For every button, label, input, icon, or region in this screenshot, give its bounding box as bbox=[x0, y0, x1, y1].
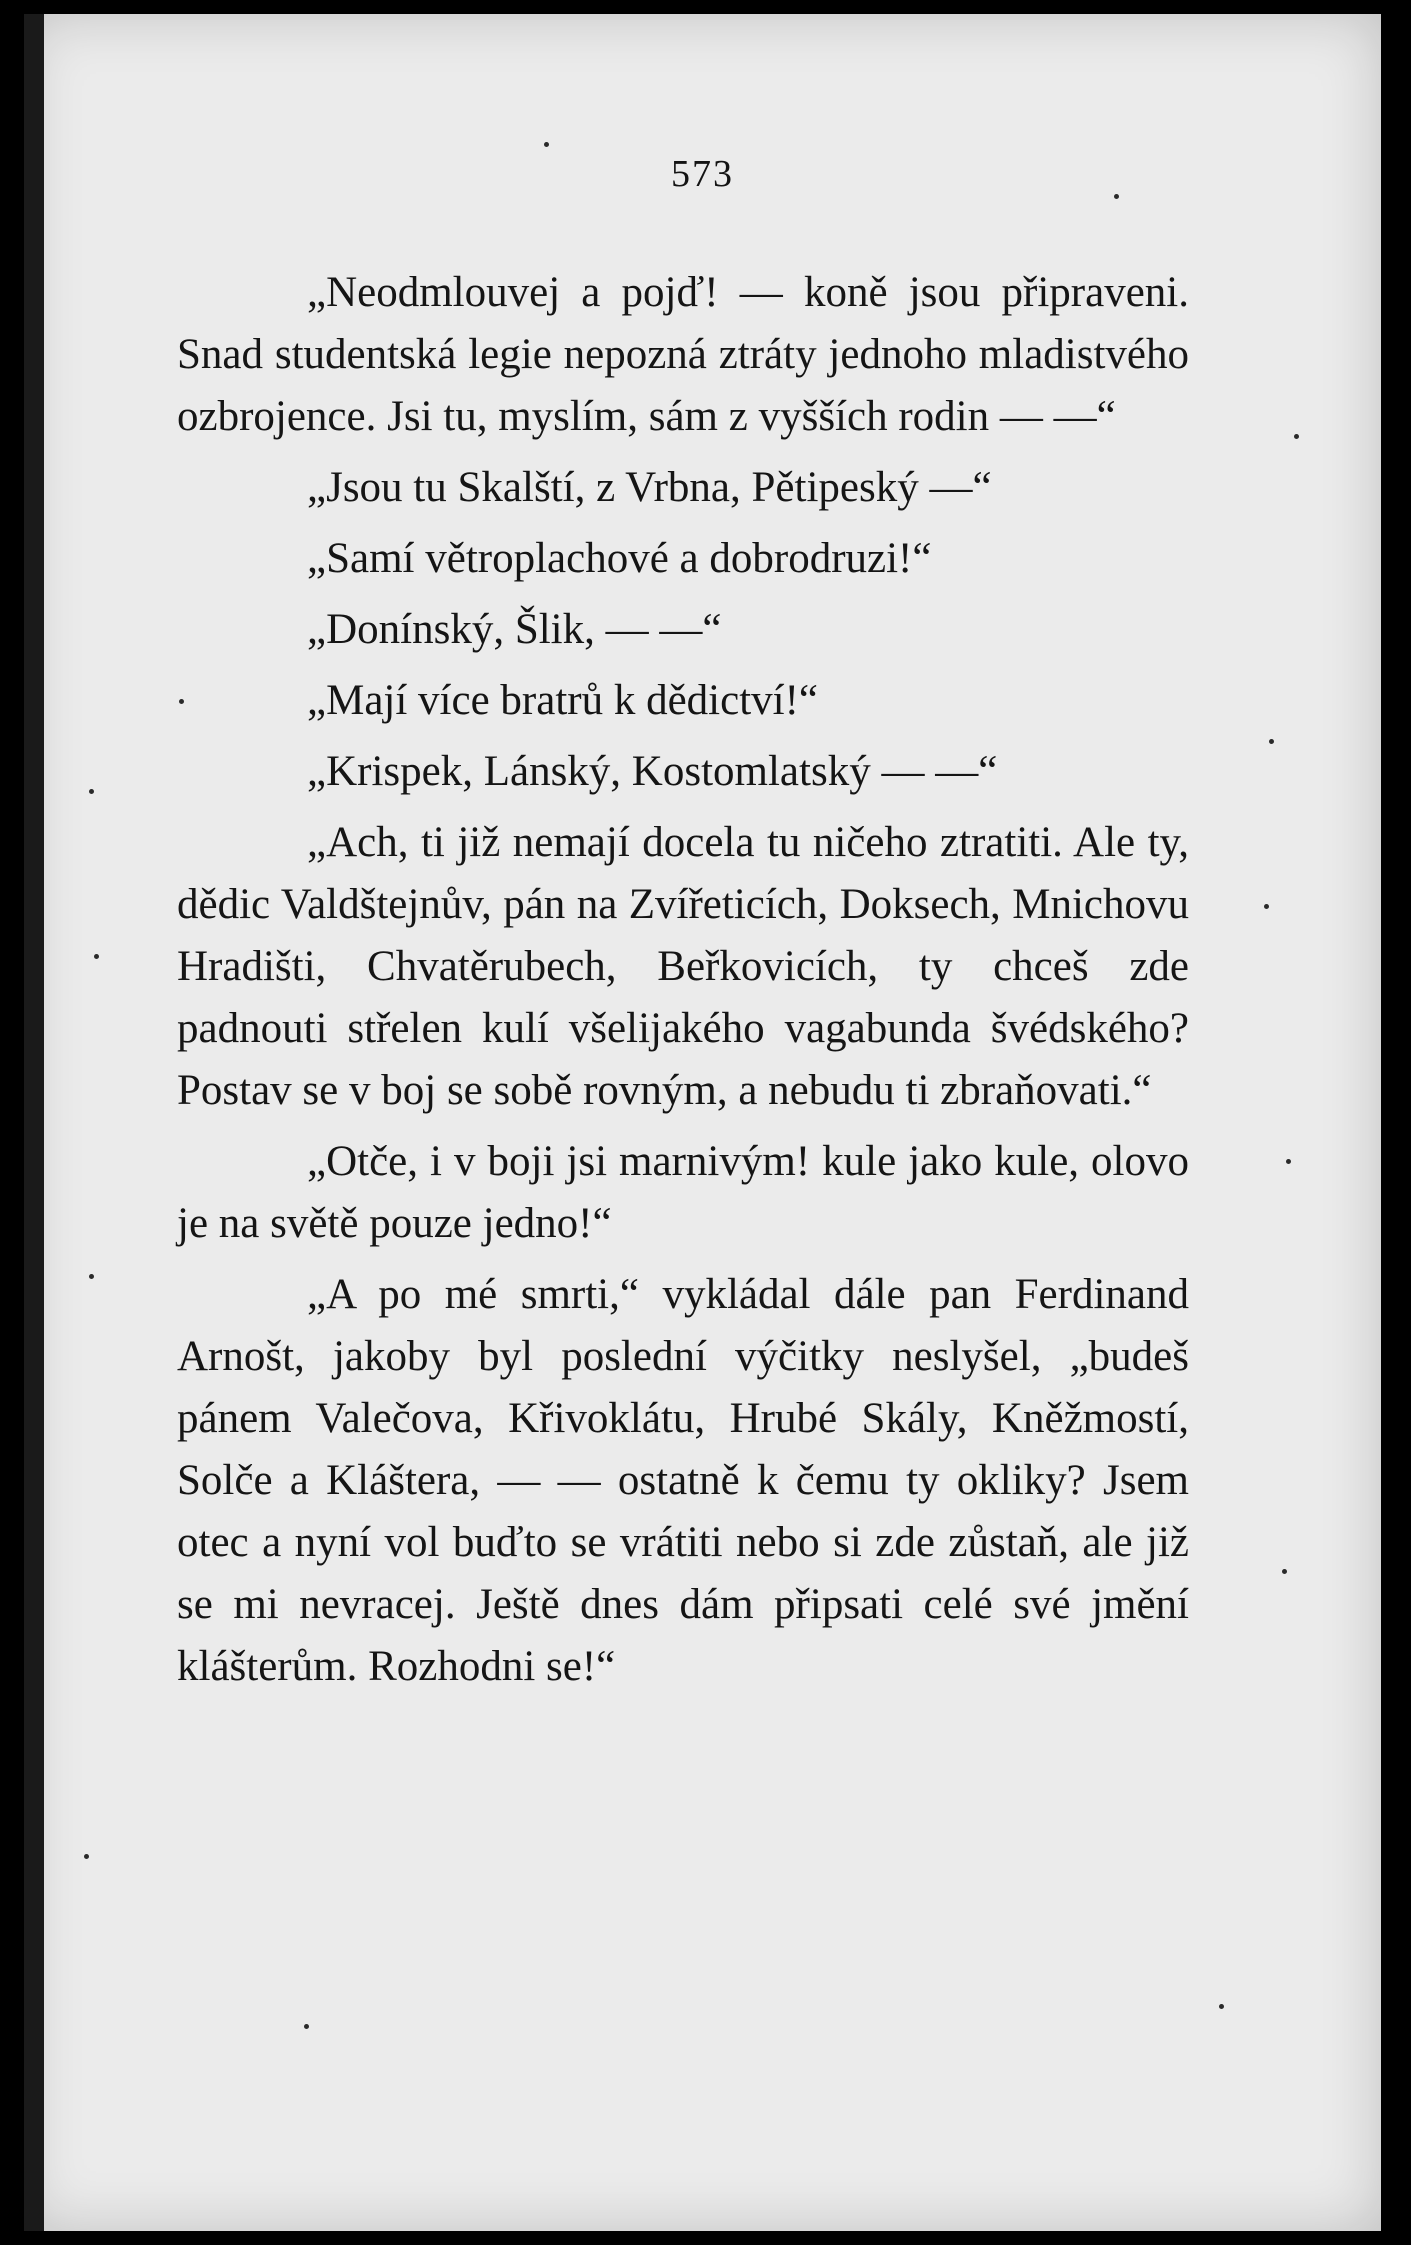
paragraph-9: „A po mé smrti,“ vykládal dále pan Ferdinand Arnošt, jakoby byl poslední výčitky neslyšel, „budeš pánem Valečova, Křivoklátu, Hrubé Skály, Kněžmostí, Solče a Kláštera, — — ostatně k čemu ty okliky? Jsem otec a nyní vol buďto se vrátiti nebo si zde zůstaň, ale již se mi nevracej. Ještě dnes dám připsati celé své jmění klášterům. Rozhodni se!“ bbox=[177, 1271, 1189, 1690]
scan-speck bbox=[304, 2024, 309, 2029]
scan-speck bbox=[89, 1274, 94, 1279]
scan-speck bbox=[1269, 739, 1274, 744]
page-edge-shadow bbox=[24, 14, 44, 2231]
paragraph-7: „Ach, ti již nemají docela tu ničeho ztratiti. Ale ty, dědic Valdštejnův, pán na Zvířeticích, Doksech, Mnichovu Hradišti, Chvatěrubech, Beřkovicích, ty chceš zde padnouti střelen kulí všelijakého vagabunda švédského? Postav se v boj se sobě rovným, a nebudu ti zbraňovati.“ bbox=[177, 819, 1189, 1114]
book-page bbox=[24, 14, 1381, 2231]
paragraph-3: „Samí větroplachové a dobrodruzi!“ bbox=[307, 535, 932, 582]
paragraph-6: „Krispek, Lánský, Kostomlatský — —“ bbox=[307, 748, 998, 795]
scan-speck bbox=[179, 699, 184, 704]
scan-speck bbox=[1286, 1159, 1291, 1164]
scan-speck bbox=[94, 954, 99, 959]
page-number: 573 bbox=[671, 153, 734, 195]
scan-speck bbox=[1264, 904, 1269, 909]
paragraph-5: „Mají více bratrů k dědictví!“ bbox=[307, 677, 819, 724]
scan-speck bbox=[1219, 2004, 1224, 2009]
body-text bbox=[177, 262, 1189, 1698]
paragraph-4: „Donínský, Šlik, — —“ bbox=[307, 606, 722, 653]
scan-speck bbox=[1282, 1569, 1287, 1574]
scan-speck bbox=[1114, 194, 1119, 199]
scan-speck bbox=[84, 1854, 89, 1859]
scan-speck bbox=[1294, 434, 1299, 439]
paragraph-8: „Otče, i v boji jsi marnivým! kule jako kule, olovo je na světě pouze jedno!“ bbox=[177, 1138, 1189, 1247]
scan-speck bbox=[544, 142, 549, 147]
paragraph-2: „Jsou tu Skalští, z Vrbna, Pětipeský —“ bbox=[307, 464, 992, 511]
paragraph-1: „Neodmlouvej a pojď! — koně jsou připraveni. Snad studentská legie nepozná ztráty jednoho mladistvého ozbrojence. Jsi tu, myslím, sám z vyšších rodin — —“ bbox=[177, 269, 1189, 440]
scan-speck bbox=[89, 789, 94, 794]
